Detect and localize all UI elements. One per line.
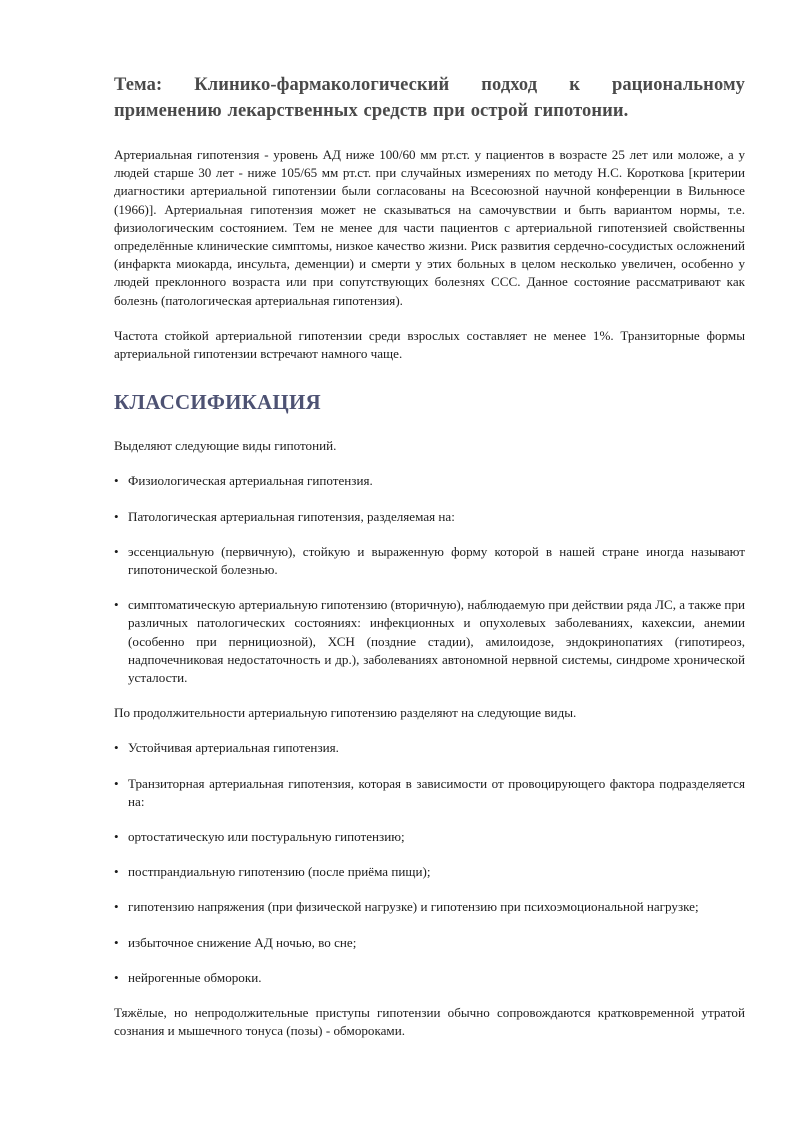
list-item-label: симптоматическую артериальную гипотензию (вторичную), наблюдаемую при действии ряда ЛС, а также при различных патологических состояниях: инфекционных и опухолевых заболеваниях, кахексии, анемии (особенно при пернициозной), ХСН (поздние стадии), амилоидозе, эндокринопатиях (гипотиреоз, надпочечниковая недостаточность и др.), заболеваниях автономной нервной системы, синдроме хронической усталости.: [128, 597, 745, 686]
list-item-pathological: [114, 508, 745, 526]
list-item-label: избыточное снижение АД ночью, во сне;: [128, 934, 357, 950]
list-item-label: Устойчивая артериальная гипотензия.: [128, 740, 339, 756]
bullet-point-icon: •: [114, 508, 119, 524]
bullet-point-icon: •: [114, 969, 119, 985]
list-item-symptomatic: [114, 596, 745, 687]
list-item-label: ортостатическую или постуральную гипотензию;: [128, 829, 405, 845]
list-item-stable: [114, 739, 745, 757]
list-item-neurogenic: [114, 969, 745, 987]
list-item-label: нейрогенные обмороки.: [128, 969, 262, 985]
list-item-transitory: [114, 775, 745, 811]
paragraph-prevalence: Частота стойкой артериальной гипотензии среди взрослых составляет не менее 1%. Транзиторные формы артериальной гипотензии встречают намного чаще.: [114, 327, 745, 362]
list-item-label: гипотензию напряжения (при физической нагрузке) и гипотензию при психоэмоциональной нагрузке;: [128, 899, 699, 915]
document-content-column: [114, 72, 745, 1058]
paragraph-intro-definition: Артериальная гипотензия - уровень АД ниже 100/60 мм рт.ст. у пациентов в возрасте 25 лет или моложе, а у людей старше 30 лет - ниже 105/65 мм рт.ст. при случайных измерениях по методу Н.С. Короткова [критерии диагностики артериальной гипотензии были согласованы на Всесоюзной научной конференции в Вильнюсе (1966)]. Артериальная гипотензия может не сказываться на самочувствии и быть вариантом нормы, т.е. физиологическим состоянием. Тем не менее для части пациентов с артериальной гипотензией свойственны определённые клинические симптомы, низкое качество жизни. Риск развития сердечно-сосудистых осложнений (инфаркта миокарда, инсульта, деменции) и смерти у этих больных в целом несколько увеличен, особенно у людей преклонного возраста или при сопутствующих болезнях ССС. Данное состояние рассматривают как болезнь (патологическая артериальная гипотензия).: [114, 147, 745, 308]
page-title: Тема: Клинико-фармакологический подход к рациональному применению лекарственных средств при острой гипотонии.: [114, 75, 745, 121]
list-item-postprandial: [114, 863, 745, 881]
paragraph-types-intro: Выделяют следующие виды гипотоний.: [114, 438, 337, 454]
bullet-point-icon: •: [114, 934, 119, 950]
list-item-physiological: [114, 472, 745, 490]
list-item-label: постпрандиальную гипотензию (после приёма пищи);: [128, 864, 431, 880]
list-item-label: Физиологическая артериальная гипотензия.: [128, 473, 373, 489]
list-item-label: Патологическая артериальная гипотензия, разделяемая на:: [128, 508, 455, 524]
bullet-point-icon: •: [114, 899, 119, 915]
list-item-label: Транзиторная артериальная гипотензия, которая в зависимости от провоцирующего фактора подразделяется на:: [128, 775, 745, 809]
bullet-point-icon: •: [114, 829, 119, 845]
paragraph-syncope-note: Тяжёлые, но непродолжительные приступы гипотензии обычно сопровождаются кратковременной утратой сознания и мышечного тонуса (позы) - обмороками.: [114, 1005, 745, 1039]
bullet-point-icon: •: [114, 473, 119, 489]
list-item-exertion: [114, 898, 745, 916]
bullet-point-icon: •: [114, 740, 119, 756]
list-item-nocturnal: [114, 934, 745, 952]
section-heading-classification: КЛАССИФИКАЦИЯ: [114, 390, 321, 415]
bullet-point-icon: •: [114, 543, 119, 559]
list-item-orthostatic: [114, 828, 745, 846]
bullet-point-icon: •: [114, 864, 119, 880]
list-item-label: эссенциальную (первичную), стойкую и выраженную форму которой в нашей стране иногда называют гипотонической болезнью.: [128, 543, 745, 578]
bullet-point-icon: •: [114, 775, 119, 791]
list-item-essential: [114, 543, 745, 579]
paragraph-duration-intro: По продолжительности артериальную гипотензию разделяют на следующие виды.: [114, 705, 577, 721]
bullet-point-icon: •: [114, 597, 119, 613]
